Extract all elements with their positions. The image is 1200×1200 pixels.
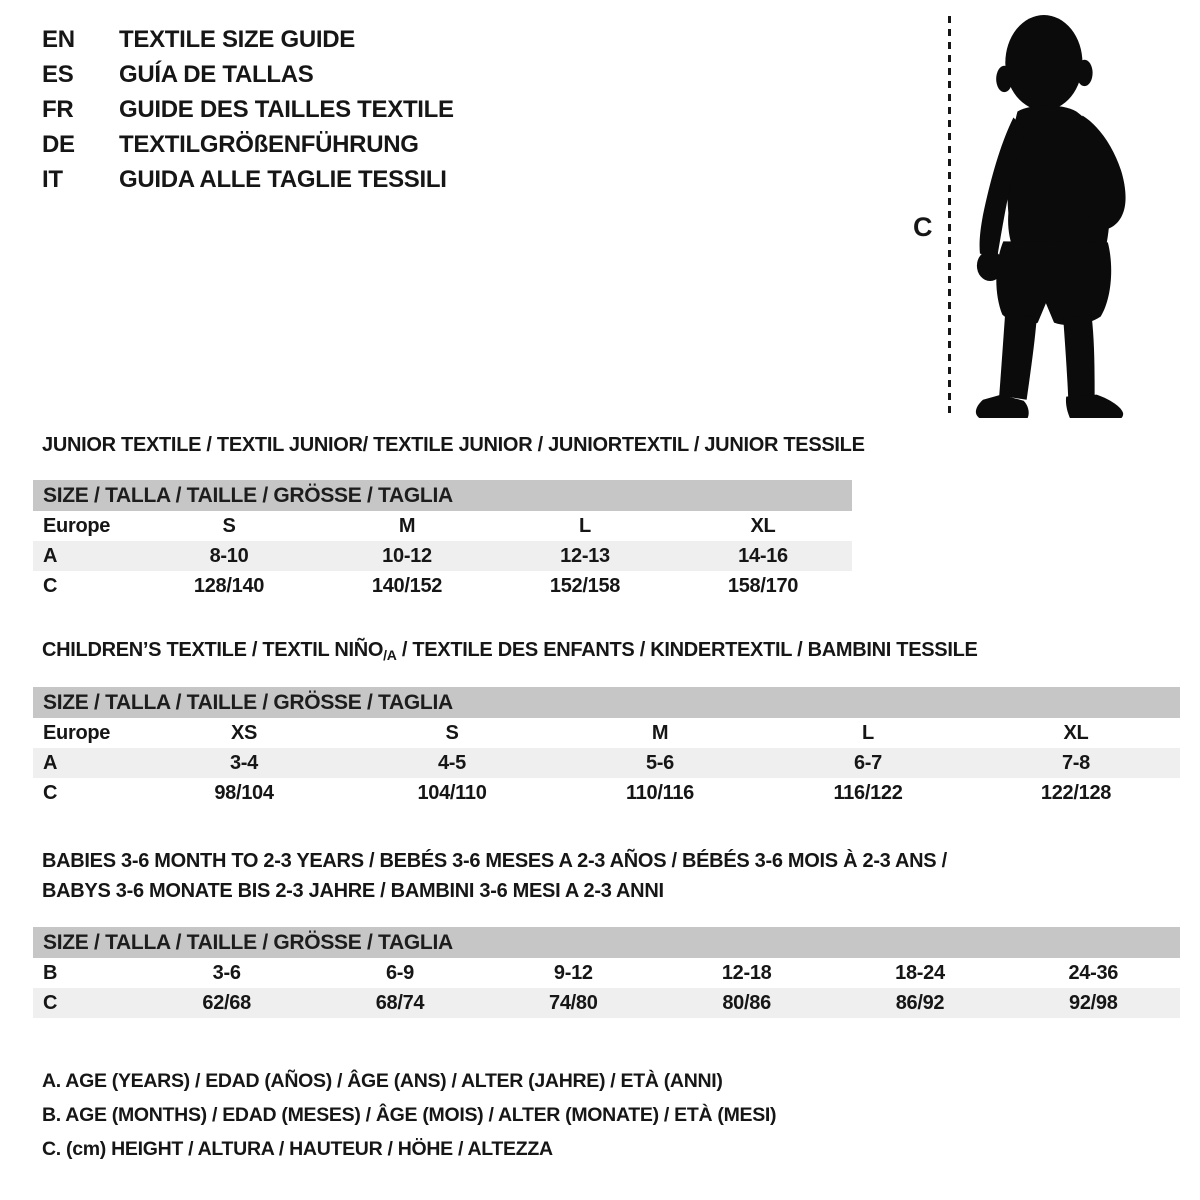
table-row (33, 748, 1180, 778)
size-value-cell: 12-13 (560, 544, 610, 567)
children-title-subscript: /A (383, 647, 397, 663)
size-value-cell: 6-9 (385, 961, 414, 984)
row-label: Europe (43, 514, 111, 537)
size-value-cell: 86/92 (895, 991, 945, 1014)
row-label: A (43, 751, 58, 774)
size-value-cell: 10-12 (382, 544, 432, 567)
footnote-c: C. (cm) HEIGHT / ALTURA / HAUTEUR / HÖHE / ALTEZZA (42, 1137, 553, 1160)
size-value-cell: 8-10 (209, 544, 249, 567)
row-label: Europe (43, 721, 111, 744)
toddler-silhouette-icon (966, 12, 1138, 418)
table-row (33, 541, 852, 571)
size-value-cell: 5-6 (645, 751, 674, 774)
size-value-cell: 122/128 (1040, 781, 1112, 804)
size-value-cell: 92/98 (1069, 991, 1118, 1014)
size-value-cell: 140/152 (371, 574, 443, 597)
size-value-cell: 68/74 (375, 991, 425, 1014)
size-value-cell: M (398, 514, 416, 537)
language-code: ES (42, 60, 74, 88)
row-label: C (43, 781, 58, 804)
guide-title: TEXTILGRÖßENFÜHRUNG (119, 130, 419, 158)
size-value-cell: 128/140 (193, 574, 265, 597)
size-value-cell: 3-4 (229, 751, 258, 774)
size-value-cell: L (862, 721, 874, 744)
table-row (33, 958, 1180, 988)
junior-section-title: JUNIOR TEXTILE / TEXTIL JUNIOR/ TEXTILE JUNIOR / JUNIORTEXTIL / JUNIOR TESSILE (42, 434, 865, 456)
size-header-bar: SIZE / TALLA / TAILLE / GRÖSSE / TAGLIA (33, 687, 1180, 718)
children-section-title (42, 639, 978, 663)
size-value-cell: 104/110 (417, 781, 487, 804)
height-measure-dashed-line (948, 16, 951, 415)
babies-size-table (33, 927, 1180, 1018)
language-code: FR (42, 95, 74, 123)
table-row (33, 718, 1180, 748)
size-value-cell: 98/104 (214, 781, 274, 804)
size-value-cell: 18-24 (895, 961, 945, 984)
height-measure-label: C (913, 212, 933, 242)
size-value-cell: L (579, 514, 591, 537)
size-value-cell: 74/80 (549, 991, 598, 1014)
size-header-bar: SIZE / TALLA / TAILLE / GRÖSSE / TAGLIA (33, 480, 852, 511)
size-value-cell: 4-5 (437, 751, 466, 774)
table-row (33, 571, 852, 601)
language-row (42, 22, 454, 57)
size-value-cell: XL (1063, 721, 1089, 744)
size-value-cell: S (445, 721, 459, 744)
size-value-cell: 62/68 (202, 991, 251, 1014)
row-label: C (43, 574, 58, 597)
footnote-legend (42, 1064, 776, 1166)
size-value-cell: 110/116 (626, 781, 694, 804)
language-code: DE (42, 130, 75, 158)
children-table-rows (33, 718, 1180, 808)
guide-title: GUIDA ALLE TAGLIE TESSILI (119, 165, 447, 193)
size-value-cell: 9-12 (553, 961, 593, 984)
size-value-cell: S (222, 514, 236, 537)
size-value-cell: 80/86 (722, 991, 771, 1014)
size-header-bar: SIZE / TALLA / TAILLE / GRÖSSE / TAGLIA (33, 927, 1180, 958)
junior-table-rows (33, 511, 852, 601)
row-label: C (43, 991, 58, 1014)
children-title-main: CHILDREN’S TEXTILE / TEXTIL NIÑO (42, 639, 384, 661)
children-title-rest: / TEXTILE DES ENFANTS / KINDERTEXTIL / BAMBINI TESSILE (396, 639, 978, 661)
language-title-list (42, 22, 454, 197)
row-label: B (43, 961, 58, 984)
language-code: EN (42, 25, 75, 53)
size-value-cell: XS (230, 721, 258, 744)
guide-title: GUIDE DES TAILLES TEXTILE (119, 95, 454, 123)
language-row (42, 127, 454, 162)
language-code: IT (42, 165, 63, 193)
size-value-cell: 158/170 (727, 574, 799, 597)
size-value-cell: 152/158 (549, 574, 621, 597)
babies-table-rows (33, 958, 1180, 1018)
table-row (33, 988, 1180, 1018)
size-value-cell: 7-8 (1061, 751, 1090, 774)
size-value-cell: XL (750, 514, 776, 537)
table-row (33, 778, 1180, 808)
guide-title: TEXTILE SIZE GUIDE (119, 25, 355, 53)
size-value-cell: 12-18 (721, 961, 772, 984)
junior-size-table (33, 480, 852, 601)
footnote-b: B. AGE (MONTHS) / EDAD (MESES) / ÂGE (MOIS) / ALTER (MONATE) / ETÀ (MESI) (42, 1103, 777, 1126)
footnote-a: A. AGE (YEARS) / EDAD (AÑOS) / ÂGE (ANS) / ALTER (JAHRE) / ETÀ (ANNI) (42, 1069, 723, 1092)
size-value-cell: 116/122 (833, 781, 903, 804)
babies-section-title-line2: BABYS 3-6 MONATE BIS 2-3 JAHRE / BAMBINI 3-6 MESI A 2-3 ANNI (42, 880, 664, 902)
size-value-cell: 24-36 (1068, 961, 1119, 984)
size-value-cell: 14-16 (738, 544, 788, 567)
children-size-table (33, 687, 1180, 808)
babies-section-title-line1: BABIES 3-6 MONTH TO 2-3 YEARS / BEBÉS 3-6 MESES A 2-3 AÑOS / BÉBÉS 3-6 MOIS À 2-3 ANS / (42, 850, 947, 872)
language-row (42, 57, 454, 92)
language-row (42, 162, 454, 197)
row-label: A (43, 544, 58, 567)
size-value-cell: 6-7 (853, 751, 882, 774)
size-value-cell: 3-6 (212, 961, 241, 984)
language-row (42, 92, 454, 127)
size-value-cell: M (651, 721, 669, 744)
guide-title: GUÍA DE TALLAS (119, 60, 314, 88)
table-row (33, 511, 852, 541)
